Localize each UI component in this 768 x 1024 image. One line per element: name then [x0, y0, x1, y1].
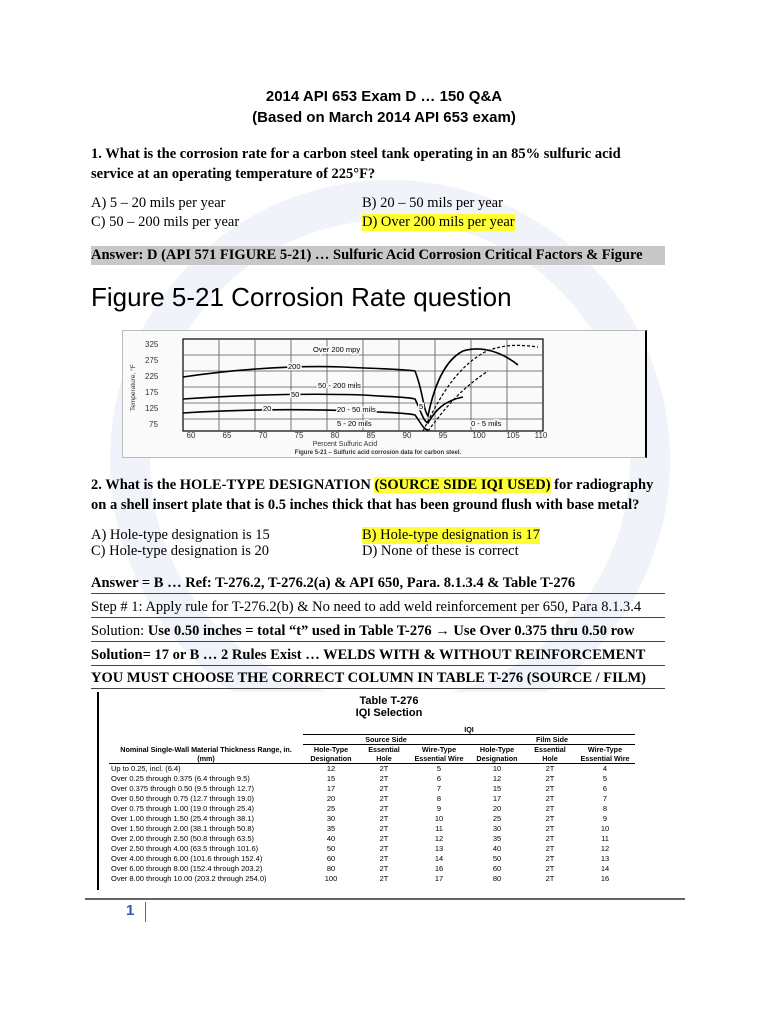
q2-text-highlight: (SOURCE SIDE IQI USED)	[374, 477, 551, 493]
q1-text-line1: 1. What is the corrosion rate for a carbon steel tank operating in an 85% sulfuric acid	[91, 146, 621, 162]
col-hole-type-film: Hole-Type Designation	[476, 745, 518, 763]
cell-value: 7	[602, 794, 608, 803]
table-subtitle: IQI Selection	[355, 707, 423, 719]
x-tick: 65	[222, 431, 232, 440]
q1-text	[91, 144, 621, 184]
group-source-side: Source Side	[303, 735, 469, 745]
x-tick: 90	[402, 431, 412, 440]
cell-range: Over 0.50 through 0.75 (12.7 through 19.0)	[111, 794, 255, 803]
cell-value: 6	[602, 784, 608, 793]
group-iqi: IQI	[303, 725, 635, 735]
table-title: Table T-276	[359, 695, 419, 707]
chart-label: 200	[288, 362, 301, 371]
cell-value: 2T	[379, 844, 389, 853]
table-row	[109, 824, 635, 834]
cell-range: Over 4.00 through 6.00 (101.6 through 152.4)	[111, 854, 263, 863]
q2-step: Step # 1: Apply rule for T-276.2(b) & No need to add weld reinforcement per 650, Para 8.1.3.4	[91, 598, 665, 618]
q1-text-line2: service at an operating temperature of 225°F?	[91, 166, 376, 182]
cell-range: Over 1.00 through 1.50 (25.4 through 38.1)	[111, 814, 255, 823]
cell-value: 50	[492, 854, 502, 863]
cell-value: 20	[492, 804, 502, 813]
q1-option-a: A) 5 – 20 mils per year	[91, 195, 226, 211]
cell-value: 30	[326, 814, 336, 823]
cell-value: 2T	[545, 814, 555, 823]
cell-value: 17	[492, 794, 502, 803]
chart-label: 50	[291, 390, 300, 399]
cell-value: 2T	[379, 794, 389, 803]
group-film-side: Film Side	[469, 735, 635, 745]
cell-range: Over 6.00 through 8.00 (152.4 through 203.2)	[111, 864, 263, 873]
cell-range: Over 2.50 through 4.00 (63.5 through 101.6)	[111, 844, 259, 853]
cell-value: 60	[492, 864, 502, 873]
cell-value: 14	[434, 854, 444, 863]
corrosion-chart-svg	[123, 331, 645, 457]
cell-value: 60	[326, 854, 336, 863]
cell-value: 2T	[379, 854, 389, 863]
cell-value: 12	[326, 764, 336, 773]
cell-value: 13	[600, 854, 610, 863]
cell-value: 2T	[379, 874, 389, 883]
cell-value: 17	[326, 784, 336, 793]
cell-value: 2T	[545, 824, 555, 833]
q2-text-post: for radiography	[550, 477, 654, 493]
cell-value: 10	[600, 824, 610, 833]
y-tick: 225	[145, 372, 159, 381]
table-row	[109, 804, 635, 814]
table-row	[109, 784, 635, 794]
cell-value: 2T	[545, 774, 555, 783]
cell-value: 2T	[379, 864, 389, 873]
x-tick: 75	[294, 431, 304, 440]
cell-value: 2T	[545, 804, 555, 813]
cell-range: Over 0.25 through 0.375 (6.4 through 9.5)	[111, 774, 250, 783]
chart-label: 20 - 50 mils	[337, 405, 376, 414]
table-t276-image	[97, 692, 679, 890]
q2-option-d: D) None of these is correct	[362, 543, 519, 559]
cell-value: 2T	[545, 794, 555, 803]
y-tick: 275	[145, 356, 159, 365]
curve-20-mpy	[183, 410, 428, 430]
col-essential-source: Essential Hole	[368, 745, 400, 763]
q2-text	[91, 475, 653, 515]
col-essential-film: Essential Hole	[534, 745, 566, 763]
cell-value: 11	[601, 834, 609, 843]
cell-value: 14	[600, 864, 610, 873]
cell-value: 9	[436, 804, 442, 813]
table-row	[109, 874, 635, 884]
y-tick: 175	[145, 388, 159, 397]
x-tick: 60	[186, 431, 196, 440]
figure-heading: Figure 5-21 Corrosion Rate question	[91, 282, 512, 312]
col-wire-source: Wire-Type Essential Wire	[414, 745, 464, 763]
chart-label: 50 - 200 mils	[318, 381, 361, 390]
cell-value: 13	[434, 844, 444, 853]
cell-value: 12	[434, 834, 444, 843]
cell-value: 2T	[545, 864, 555, 873]
x-tick: 95	[438, 431, 448, 440]
x-tick: 105	[506, 431, 520, 440]
cell-value: 2T	[545, 834, 555, 843]
cell-value: 17	[434, 874, 444, 883]
iqi-table	[109, 725, 635, 884]
cell-range: Over 1.50 through 2.00 (38.1 through 50.8)	[111, 824, 255, 833]
q1-answer: Answer: D (API 571 FIGURE 5-21) … Sulfuric Acid Corrosion Critical Factors & Figure	[91, 246, 665, 265]
cell-value: 2T	[545, 854, 555, 863]
q1-option-c: C) 50 – 200 mils per year	[91, 214, 240, 230]
cell-value: 2T	[379, 784, 389, 793]
x-tick: 85	[366, 431, 376, 440]
cell-value: 20	[326, 794, 336, 803]
cell-value: 2T	[379, 764, 389, 773]
q1-option-b: B) 20 – 50 mils per year	[362, 195, 503, 211]
cell-value: 40	[326, 834, 336, 843]
doc-title-line2: (Based on March 2014 API 653 exam)	[252, 109, 516, 126]
q1-option-d: D) Over 200 mils per year	[362, 214, 515, 230]
x-tick: 110	[534, 431, 548, 440]
cell-value: 2T	[545, 784, 555, 793]
cell-value: 2T	[545, 764, 555, 773]
cell-value: 5	[602, 774, 608, 783]
cell-value: 9	[602, 814, 608, 823]
cell-value: 80	[492, 874, 502, 883]
cell-value: 12	[492, 774, 502, 783]
cell-value: 12	[600, 844, 610, 853]
q2-text-pre: 2. What is the HOLE-TYPE DESIGNATION	[91, 477, 375, 493]
cell-value: 2T	[379, 834, 389, 843]
q2-text-line2: on a shell insert plate that is 0.5 inches thick that has been ground flush with base metal?	[91, 497, 640, 513]
doc-title-line1: 2014 API 653 Exam D … 150 Q&A	[265, 88, 503, 105]
x-tick: 100	[472, 431, 486, 440]
cell-value: 7	[436, 784, 442, 793]
table-row	[109, 774, 635, 784]
table-row	[109, 854, 635, 864]
col-range: Nominal Single-Wall Material Thickness Range, in. (mm)	[120, 744, 292, 763]
figure-5-21	[122, 330, 647, 458]
q2-solution-pre: Solution:	[91, 623, 148, 639]
table-row	[109, 764, 635, 775]
cell-value: 35	[492, 834, 502, 843]
cell-value: 16	[600, 874, 610, 883]
y-tick: 325	[145, 340, 159, 349]
q2-solution	[91, 622, 665, 642]
cell-range: Over 2.00 through 2.50 (50.8 through 63.5)	[111, 834, 255, 843]
cell-value: 80	[326, 864, 336, 873]
y-axis-label: Temperature, °F	[130, 364, 137, 411]
table-row	[109, 864, 635, 874]
q2-answer: Answer = B … Ref: T-276.2, T-276.2(a) & API 650, Para. 8.1.3.4 & Table T-276	[91, 574, 665, 594]
cell-value: 8	[436, 794, 442, 803]
cell-value: 25	[326, 804, 336, 813]
cell-value: 10	[492, 764, 502, 773]
chart-label: 5 - 20 mils	[337, 419, 372, 428]
footer-rule	[85, 898, 685, 900]
cell-value: 30	[492, 824, 502, 833]
cell-value: 8	[602, 804, 608, 813]
col-hole-type-source: Hole-Type Designation	[310, 745, 352, 763]
cell-value: 40	[492, 844, 502, 853]
cell-value: 50	[326, 844, 336, 853]
cell-range: Over 8.00 through 10.00 (203.2 through 254.0)	[111, 874, 267, 883]
cell-value: 2T	[379, 814, 389, 823]
cell-range: Over 0.375 through 0.50 (9.5 through 12.7)	[111, 784, 255, 793]
cell-value: 35	[326, 824, 336, 833]
q2-option-c: C) Hole-type designation is 20	[91, 543, 270, 559]
q2-option-a: A) Hole-type designation is 15	[91, 527, 270, 543]
cell-value: 11	[435, 824, 443, 833]
cell-value: 2T	[379, 804, 389, 813]
table-row	[109, 814, 635, 824]
cell-value: 2T	[545, 844, 555, 853]
cell-value: 15	[326, 774, 336, 783]
chart-label: 5	[419, 402, 424, 411]
iqi-table-body	[109, 764, 635, 885]
cell-value: 4	[602, 764, 608, 773]
table-row	[109, 794, 635, 804]
page-number: 1	[126, 902, 135, 919]
cell-value: 15	[492, 784, 502, 793]
y-tick: 75	[149, 420, 158, 429]
col-wire-film: Wire-Type Essential Wire	[580, 745, 630, 763]
table-row	[109, 844, 635, 854]
q2-solution-3: YOU MUST CHOOSE THE CORRECT COLUMN IN TABLE T-276 (SOURCE / FILM)	[91, 669, 665, 689]
x-tick: 70	[258, 431, 268, 440]
cell-value: 100	[324, 874, 338, 883]
cell-value: 2T	[379, 824, 389, 833]
cell-value: 2T	[545, 874, 555, 883]
cell-value: 16	[434, 864, 444, 873]
q2-solution-bold: Use 0.50 inches = total “t” used in Table T-276 → Use Over 0.375 thru 0.50 row	[147, 623, 635, 639]
cell-value: 10	[434, 814, 444, 823]
q2-option-b: B) Hole-type designation is 17	[362, 527, 541, 543]
cell-value: 5	[436, 764, 442, 773]
cell-range: Up to 0.25, incl. (6.4)	[111, 764, 181, 773]
table-row	[109, 834, 635, 844]
chart-label: 0 - 5 mils	[471, 419, 502, 428]
q2-solution-2: Solution= 17 or B … 2 Rules Exist … WELDS WITH & WITHOUT REINFORCEMENT	[91, 646, 665, 666]
x-axis-label: Percent Sulfuric Acid	[312, 441, 378, 448]
q2-text-line1	[91, 475, 653, 495]
cell-range: Over 0.75 through 1.00 (19.0 through 25.4)	[111, 804, 255, 813]
cell-value: 6	[436, 774, 442, 783]
cell-value: 25	[492, 814, 502, 823]
x-tick: 80	[330, 431, 340, 440]
chart-label: 20	[263, 404, 272, 413]
chart-label: Over 200 mpy	[313, 345, 361, 354]
figure-caption: Figure 5-21 – Sulfuric acid corrosion data for carbon steel.	[294, 450, 462, 456]
y-tick: 125	[145, 404, 159, 413]
cell-value: 2T	[379, 774, 389, 783]
page-number-divider	[145, 902, 146, 922]
